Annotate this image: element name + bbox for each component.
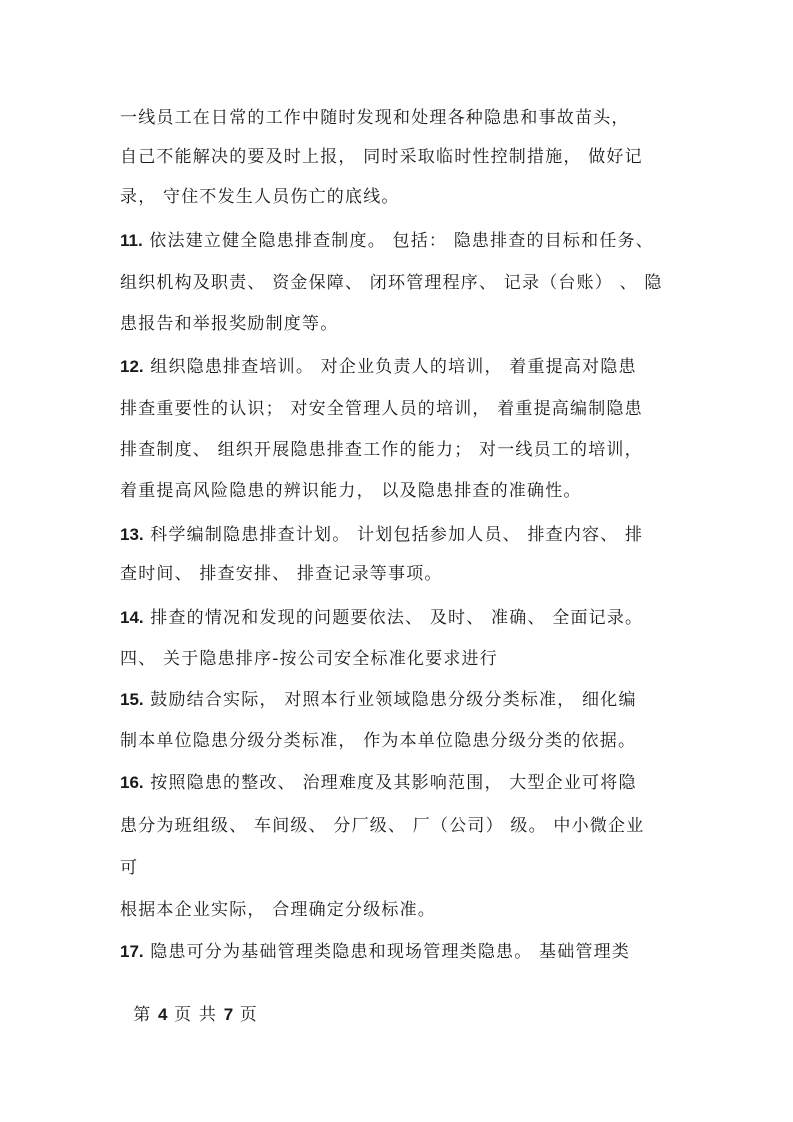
- line-text: 可: [120, 858, 139, 878]
- line-text: 排查的情况和发现的问题要依法、 及时、 准确、 全面记录。: [143, 608, 644, 628]
- line-text: 组织隐患排查培训。 对企业负责人的培训， 着重提高对隐患: [143, 357, 637, 377]
- item-number: 13.: [120, 525, 144, 544]
- line-text: 录， 守住不发生人员伤亡的底线。: [120, 187, 400, 207]
- line-text: 隐患可分为基础管理类隐患和现场管理类隐患。 基础管理类: [143, 942, 631, 962]
- text-line: [120, 230, 654, 252]
- current-page: 4: [158, 1005, 168, 1024]
- line-text: 排查制度、 组织开展隐患排查工作的能力； 对一线员工的培训，: [120, 440, 643, 460]
- line-text: 一线员工在日常的工作中随时发现和处理各种隐患和事故苗头，: [120, 108, 630, 128]
- text-line: [120, 313, 338, 335]
- line-text: 组织机构及职责、 资金保障、 闭环管理程序、 记录（台账） 、 隐: [120, 273, 663, 293]
- line-text: 自己不能解决的要及时上报， 同时采取临时性控制措施， 做好记: [120, 147, 643, 167]
- text-line: [120, 941, 630, 963]
- line-text: 按照隐患的整改、 治理难度及其影响范围， 大型企业可将隐: [143, 773, 637, 793]
- line-text: 四、 关于隐患排序-按公司安全标准化要求进行: [120, 649, 498, 669]
- item-number: 15.: [120, 690, 144, 709]
- line-text: 着重提高风险隐患的辨识能力， 以及隐患排查的准确性。: [120, 481, 582, 501]
- line-text: 患报告和举报奖励制度等。: [120, 314, 339, 334]
- text-line: [120, 480, 582, 502]
- text-line: [120, 730, 636, 752]
- text-line: [120, 398, 643, 420]
- text-line: [120, 857, 138, 879]
- text-line: [120, 146, 643, 168]
- line-text: 制本单位隐患分级分类标准， 作为本单位隐患分级分类的依据。: [120, 731, 637, 751]
- line-text: 依法建立健全隐患排查制度。 包括： 隐患排查的目标和任务、: [142, 231, 654, 251]
- text-line: [120, 186, 400, 208]
- text-line: [120, 272, 663, 294]
- text-line: [120, 524, 643, 546]
- text-line: [120, 563, 443, 585]
- line-text: 根据本企业实际， 合理确定分级标准。: [120, 900, 437, 920]
- text-line: [120, 439, 643, 461]
- page-footer: [120, 982, 258, 1026]
- footer-middle: 页 共: [167, 1005, 224, 1025]
- line-text: 排查重要性的认识； 对安全管理人员的培训， 着重提高编制隐患: [120, 399, 643, 419]
- footer-prefix: 第: [133, 1005, 159, 1025]
- text-line: [120, 815, 644, 837]
- line-text: 科学编制隐患排查计划。 计划包括参加人员、 排查内容、 排: [143, 525, 644, 545]
- text-line: [120, 648, 498, 670]
- text-line: [120, 107, 630, 129]
- item-number: 16.: [120, 773, 144, 792]
- text-line: [120, 607, 643, 629]
- item-number: 12.: [120, 357, 144, 376]
- total-pages: 7: [223, 1005, 234, 1024]
- text-line: [120, 772, 637, 794]
- line-text: 鼓励结合实际， 对照本行业领域隐患分级分类标准， 细化编: [143, 690, 637, 710]
- item-number: 17.: [120, 942, 144, 961]
- line-text: 查时间、 排查安排、 排查记录等事项。: [120, 564, 443, 584]
- text-line: [120, 689, 637, 711]
- item-number: 14.: [120, 608, 144, 627]
- item-number: 11.: [120, 231, 143, 250]
- footer-suffix: 页: [233, 1005, 258, 1025]
- text-line: [120, 356, 637, 378]
- line-text: 患分为班组级、 车间级、 分厂级、 厂（公司） 级。 中小微企业: [120, 816, 645, 836]
- text-line: [120, 899, 436, 921]
